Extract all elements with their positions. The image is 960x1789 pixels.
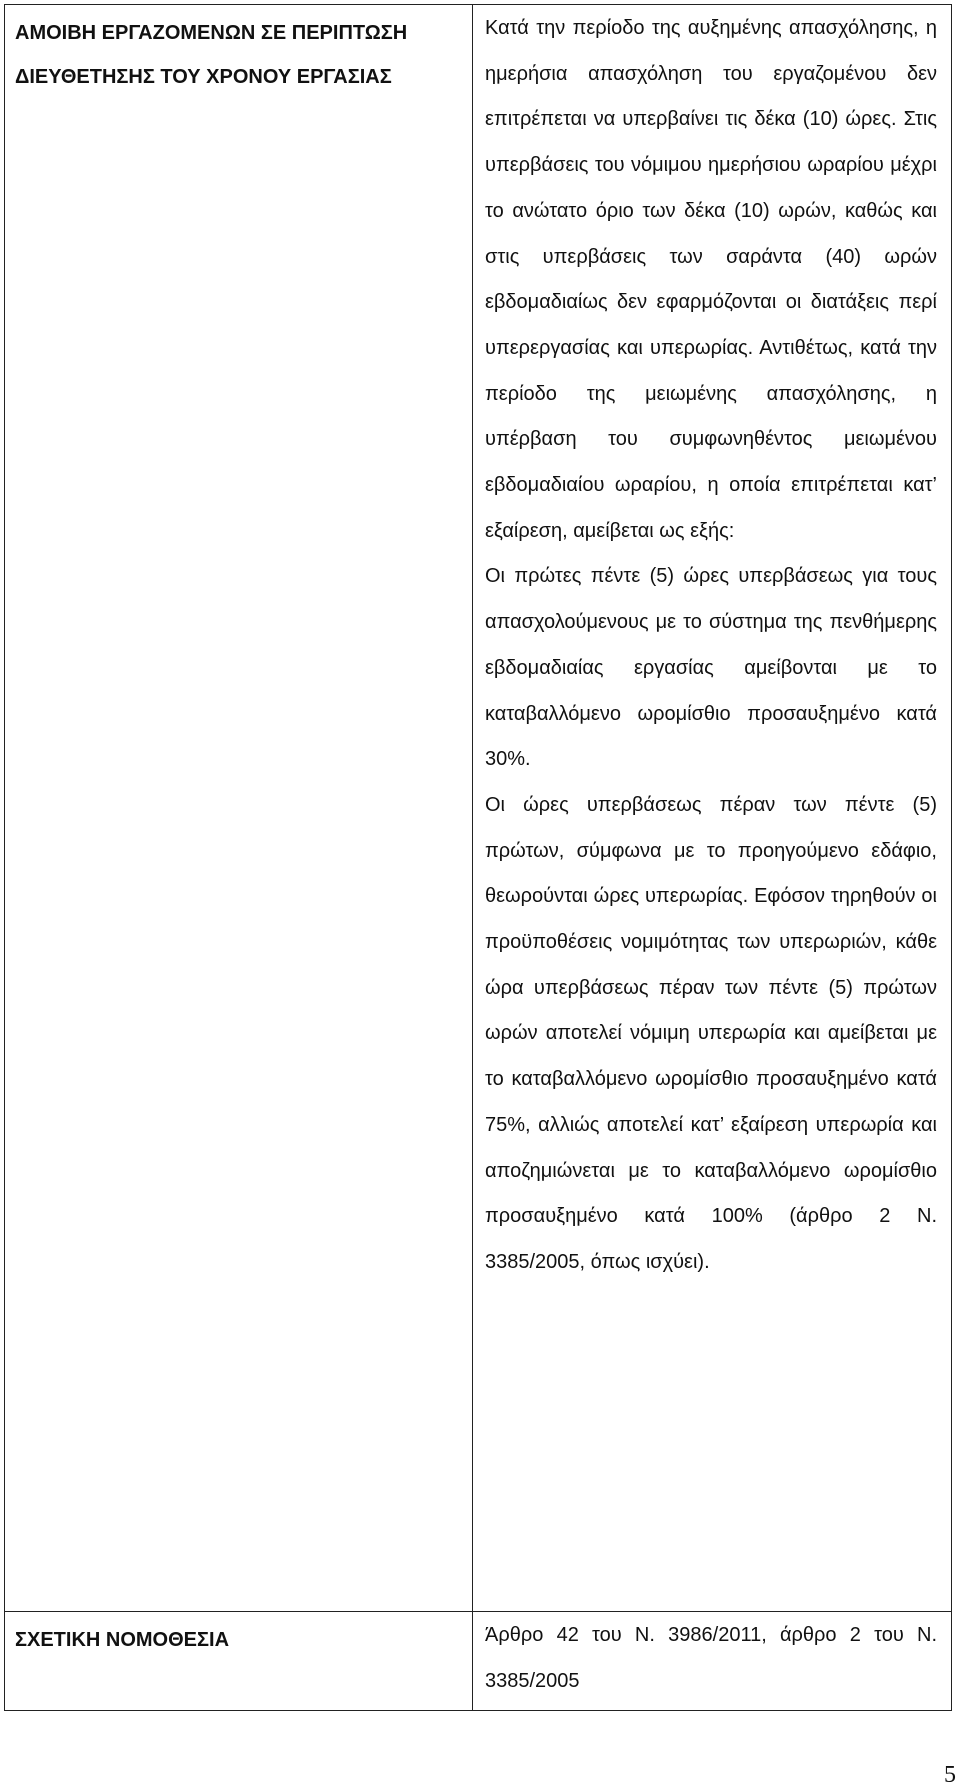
paragraph: Κατά την περίοδο της αυξημένης απασχόλησης, η ημερήσια απασχόληση του εργαζομένου δεν επιτρέπεται να υπερβαίνει τις δέκα (10) ώρες. Στις υπερβάσεις του νόμιμου ημερήσιου ωραρίου μέχρι το ανώτατο όριο των δέκα (10) ωρών, καθώς και στις υπερβάσεις των σαράντα (40) ωρών εβδομαδιαίως δεν εφαρμόζονται οι διατάξεις περί υπερεργασίας και υπερωρίας. Αντιθέτως, κατά την περίοδο της μειωμένης απασχόλησης, η υπέρβαση του συμφωνηθέντος μειωμένου εβδομαδιαίου ωραρίου, η οποία επιτρέπεται κατ’ εξαίρεση, αμείβεται ως εξής: — [485, 17, 937, 542]
row-content-cell — [473, 5, 952, 1612]
row-label-cell — [5, 5, 473, 1612]
row-label: ΣΧΕΤΙΚΗ ΝΟΜΟΘΕΣΙΑ — [15, 1629, 230, 1651]
legislation-reference: Άρθρο 42 του Ν. 3986/2011, άρθρο 2 του Ν. 3385/2005 — [485, 1624, 937, 1692]
paragraph: Οι πρώτες πέντε (5) ώρες υπερβάσεως για τους απασχολούμενους με το σύστημα της πενθήμερης εβδομαδιαίας εργασίας αμείβονται με το καταβαλλόμενο ωρομίσθιο προσαυξημένο κατά 30%. — [485, 565, 937, 771]
paragraph: Οι ώρες υπερβάσεως πέραν των πέντε (5) πρώτων, σύμφωνα με το προηγούμενο εδάφιο, θεωρούνται ώρες υπερωρίας. Εφόσον τηρηθούν οι προϋποθέσεις νομιμότητας των υπερωριών, κάθε ώρα υπερβάσεως πέραν των πέντε (5) πρώτων ωρών αποτελεί νόμιμη υπερωρία και αμείβεται με το καταβαλλόμενο ωρομίσθιο προσαυξημένο κατά 75%, αλλιώς αποτελεί κατ’ εξαίρεση υπερωρία και αποζημιώνεται με το καταβαλλόμενο ωρομίσθιο προσαυξημένο κατά 100% (άρθρο 2 Ν. 3385/2005, όπως ισχύει). — [485, 793, 937, 1273]
row-content-cell — [473, 1612, 952, 1711]
row-label: ΑΜΟΙΒΗ ΕΡΓΑΖΟΜΕΝΩΝ ΣΕ ΠΕΡΙΠΤΩΣΗ ΔΙΕΥΘΕΤΗΣΗΣ ΤΟΥ ΧΡΟΝΟΥ ΕΡΓΑΣΙΑΣ — [15, 22, 408, 88]
document-table — [4, 4, 952, 1711]
table-row — [5, 1612, 952, 1711]
table-row — [5, 5, 952, 1612]
row-label-cell — [5, 1612, 473, 1711]
page-number: 5 — [944, 1762, 956, 1788]
